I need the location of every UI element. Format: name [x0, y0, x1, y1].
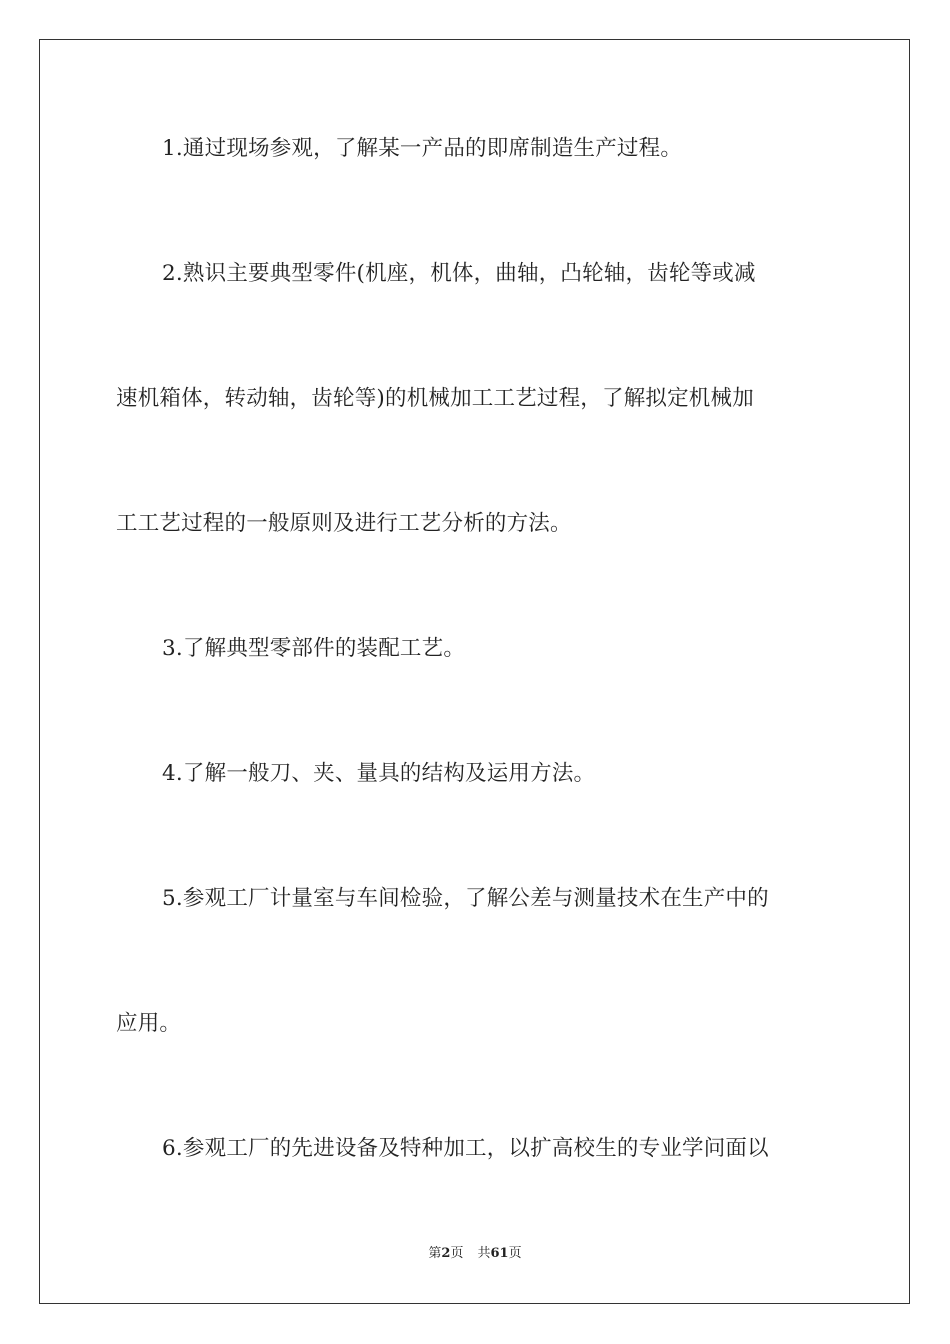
text-line-5: 3.了解典型零部件的装配工艺。 [162, 636, 466, 661]
page-prefix: 第 [428, 1246, 442, 1261]
text-line-4: 工工艺过程的一般原则及进行工艺分析的方法。 [116, 511, 572, 536]
page-border [39, 39, 910, 1304]
text-line-7: 5.参观工厂计量室与车间检验，了解公差与测量技术在生产中的 [162, 886, 769, 911]
text-line-1: 1.通过现场参观，了解某一产品的即席制造生产过程。 [162, 136, 683, 161]
page-number: 2 [441, 1246, 451, 1261]
page-footer [0, 1245, 950, 1263]
page-suffix: 页 [450, 1246, 464, 1261]
text-line-3: 速机箱体，转动轴，齿轮等)的机械加工工艺过程，了解拟定机械加 [116, 386, 754, 411]
text-line-2: 2.熟识主要典型零件(机座，机体，曲轴，凸轮轴，齿轮等或减 [162, 261, 756, 286]
total-pages: 61 [490, 1246, 509, 1261]
total-suffix: 页 [508, 1246, 522, 1261]
text-line-9: 6.参观工厂的先进设备及特种加工，以扩高校生的专业学问面以 [162, 1136, 769, 1161]
text-line-6: 4.了解一般刀、夹、量具的结构及运用方法。 [162, 761, 596, 786]
total-prefix: 共 [477, 1246, 491, 1261]
text-line-8: 应用。 [116, 1011, 182, 1036]
